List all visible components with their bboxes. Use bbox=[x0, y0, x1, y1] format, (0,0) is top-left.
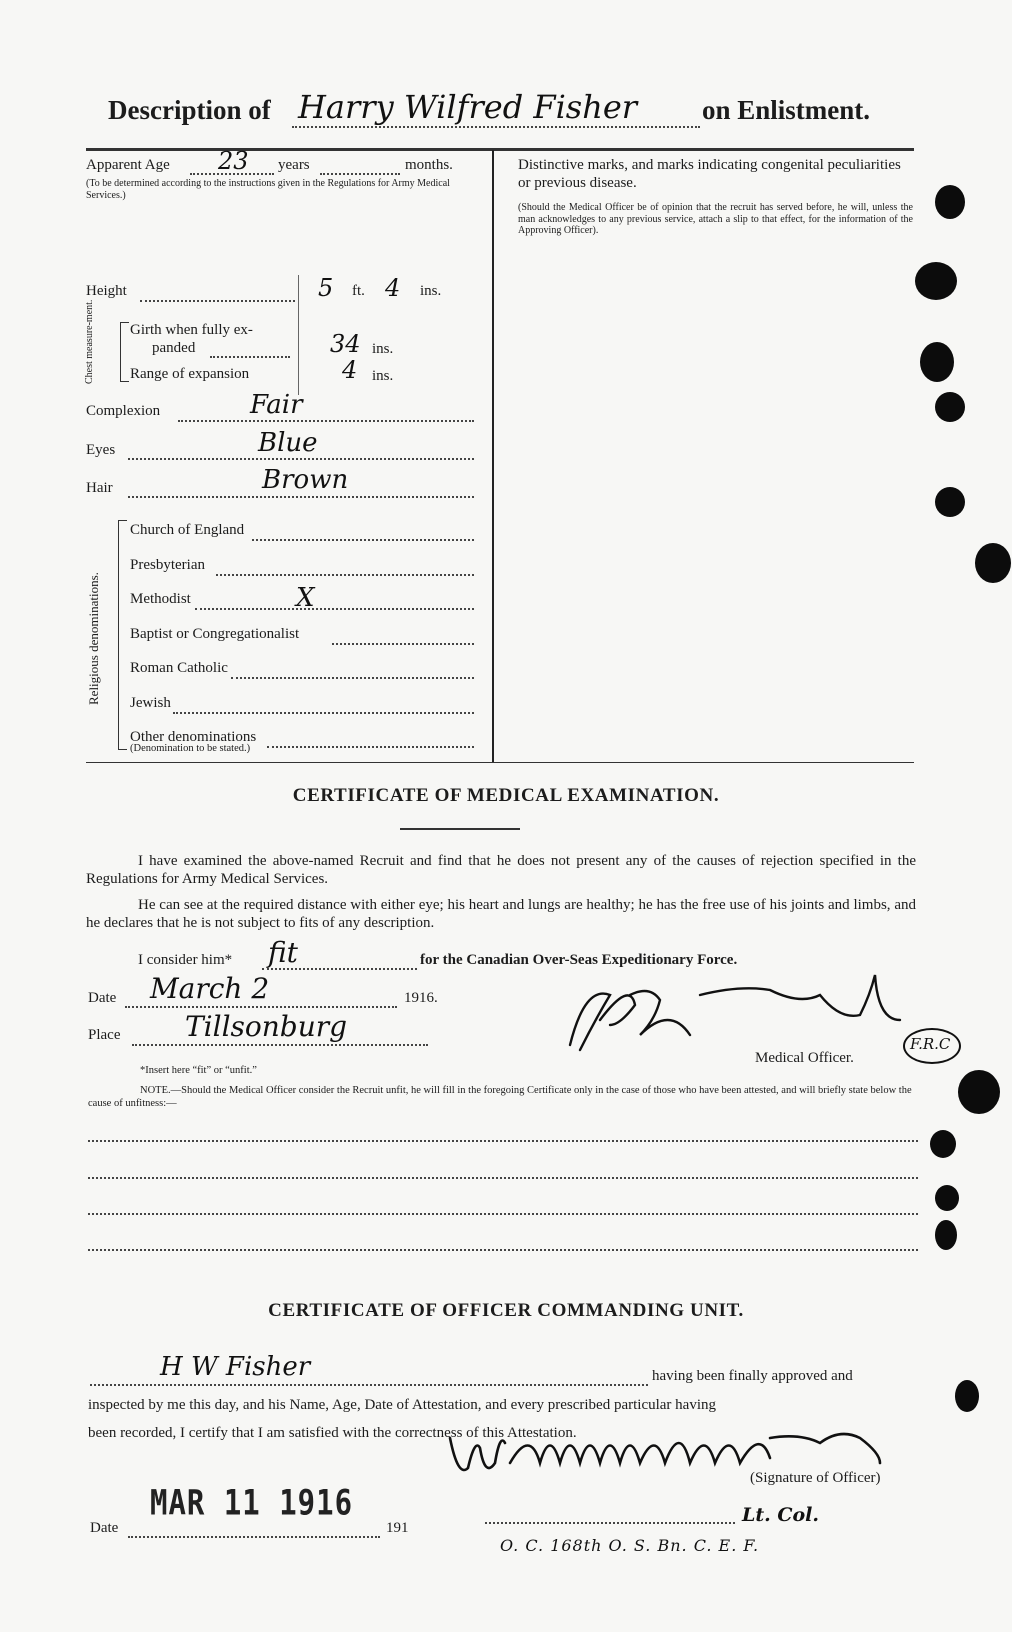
girth-label-2: panded bbox=[152, 340, 196, 356]
punch-hole bbox=[935, 185, 965, 219]
punch-hole bbox=[958, 1070, 1000, 1114]
medical-place-label: Place bbox=[88, 1027, 121, 1043]
height-label: Height bbox=[86, 283, 127, 299]
height-ft: 5 bbox=[318, 274, 334, 302]
officer-name-value: H W Fisher bbox=[160, 1352, 311, 1382]
punch-hole bbox=[935, 487, 965, 517]
medical-year: 1916. bbox=[404, 990, 438, 1006]
girth-unit: ins. bbox=[372, 341, 394, 357]
medical-officer-signature bbox=[540, 965, 940, 1065]
religion-label: Methodist bbox=[130, 591, 191, 607]
complexion-label: Complexion bbox=[86, 403, 161, 419]
religion-label: Jewish bbox=[130, 694, 171, 711]
header-prefix: Description of bbox=[108, 95, 271, 125]
column-divider bbox=[492, 150, 494, 762]
ft-label: ft. bbox=[352, 283, 365, 299]
medical-title: CERTIFICATE OF MEDICAL EXAMINATION. bbox=[292, 785, 720, 806]
unfitness-line bbox=[88, 1140, 918, 1142]
punch-hole bbox=[935, 1220, 957, 1250]
complexion-value: Fair bbox=[250, 390, 303, 420]
months-label: months. bbox=[405, 157, 453, 173]
eyes-label: Eyes bbox=[86, 442, 116, 458]
religion-label: Baptist or Congregationalist bbox=[130, 625, 300, 642]
girth-value: 34 bbox=[330, 330, 361, 358]
range-unit: ins. bbox=[372, 368, 394, 384]
age-note: (To be determined according to the instructions given in the Regulations for Army Medical Services.) bbox=[86, 178, 450, 201]
unfitness-line bbox=[88, 1213, 918, 1215]
date-stamp: MAR 11 1916 bbox=[150, 1482, 354, 1523]
height-in: 4 bbox=[385, 274, 401, 302]
punch-hole bbox=[975, 543, 1011, 583]
unfitness-line bbox=[88, 1249, 918, 1251]
officer-line-1: having been finally approved and bbox=[652, 1368, 853, 1384]
religion-label: Other denominations bbox=[130, 729, 257, 745]
punch-hole bbox=[935, 392, 965, 422]
medical-rank-mark: F.R.C bbox=[910, 1035, 951, 1053]
hair-value: Brown bbox=[262, 465, 349, 495]
punch-hole bbox=[935, 1185, 959, 1211]
punch-hole bbox=[930, 1130, 956, 1158]
medical-date-label: Date bbox=[88, 990, 117, 1006]
religion-side-label: Religious denominations. bbox=[86, 572, 101, 705]
age-years: 23 bbox=[218, 147, 249, 175]
height-ins-label: ins. bbox=[420, 283, 442, 299]
fitness-value: fit bbox=[268, 936, 298, 969]
officer-rank: Lt. Col. bbox=[742, 1504, 819, 1526]
eyes-value: Blue bbox=[258, 428, 318, 458]
officer-year: 191 bbox=[386, 1520, 409, 1536]
punch-hole bbox=[915, 262, 957, 300]
apparent-age-label: Apparent Age bbox=[86, 157, 170, 173]
denomination-note: (Denomination to be stated.) bbox=[130, 743, 251, 754]
medical-officer-label: Medical Officer. bbox=[755, 1050, 854, 1066]
medical-date-value: March 2 bbox=[150, 972, 270, 1005]
religion-label: Church of England bbox=[130, 522, 245, 538]
consider-suffix: for the Canadian Over-Seas Expeditionary Force. bbox=[420, 952, 738, 968]
religion-label: Roman Catholic bbox=[130, 660, 228, 676]
years-label: years bbox=[278, 157, 310, 173]
medical-para-2: He can see at the required distance with either eye; his heart and lungs are healthy; he has the free use of his joints and limbs, and he declares that he is not subject to fits of any description. bbox=[86, 897, 916, 931]
medical-para-1: I have examined the above-named Recruit and find that he does not present any of the causes of rejection specified in the Regulations for Army Medical Services. bbox=[86, 853, 916, 887]
unfitness-line bbox=[88, 1177, 918, 1179]
signature-of-officer-label: (Signature of Officer) bbox=[750, 1470, 881, 1486]
officer-date-label: Date bbox=[90, 1520, 119, 1536]
range-label: Range of expansion bbox=[130, 366, 250, 382]
unfitness-note: NOTE.—Should the Medical Officer consider the Recruit unfit, he will fill in the foregoing Certificate only in the case of those who have been attested, and will briefly state below the cause of unfitness:— bbox=[88, 1085, 912, 1109]
recruit-name: Harry Wilfred Fisher bbox=[298, 88, 638, 126]
insert-note: *Insert here “fit” or “unfit.” bbox=[140, 1065, 257, 1076]
officer-line-2: inspected by me this day, and his Name, Age, Date of Attestation, and every prescribed particular having bbox=[88, 1397, 717, 1413]
consider-prefix: I consider him* bbox=[138, 952, 233, 968]
header-suffix: on Enlistment. bbox=[702, 95, 871, 125]
religion-mark: X bbox=[296, 583, 315, 613]
religion-label: Presbyterian bbox=[130, 556, 205, 573]
officer-line-3: been recorded, I certify that I am satisfied with the correctness of this Attestation. bbox=[88, 1425, 577, 1441]
range-value: 4 bbox=[342, 356, 358, 384]
medical-place-value: Tillsonburg bbox=[185, 1010, 348, 1043]
chest-side-label: Chest measure-ment. bbox=[84, 299, 95, 384]
girth-label-1: Girth when fully ex- bbox=[130, 322, 253, 338]
punch-hole bbox=[920, 342, 954, 382]
marks-note: (Should the Medical Officer be of opinion that the recruit has served before, he will, unless the man acknowledges to any previous service, attach a slip to that effect, for the information of the Approving Officer). bbox=[518, 202, 913, 236]
marks-title: Distinctive marks, and marks indicating congenital peculiarities or previous disease. bbox=[518, 157, 901, 191]
hair-label: Hair bbox=[86, 480, 113, 496]
officer-unit: O. C. 168th O. S. Bn. C. E. F. bbox=[500, 1536, 760, 1555]
punch-hole bbox=[955, 1380, 979, 1412]
officer-title: CERTIFICATE OF OFFICER COMMANDING UNIT. bbox=[268, 1300, 744, 1321]
